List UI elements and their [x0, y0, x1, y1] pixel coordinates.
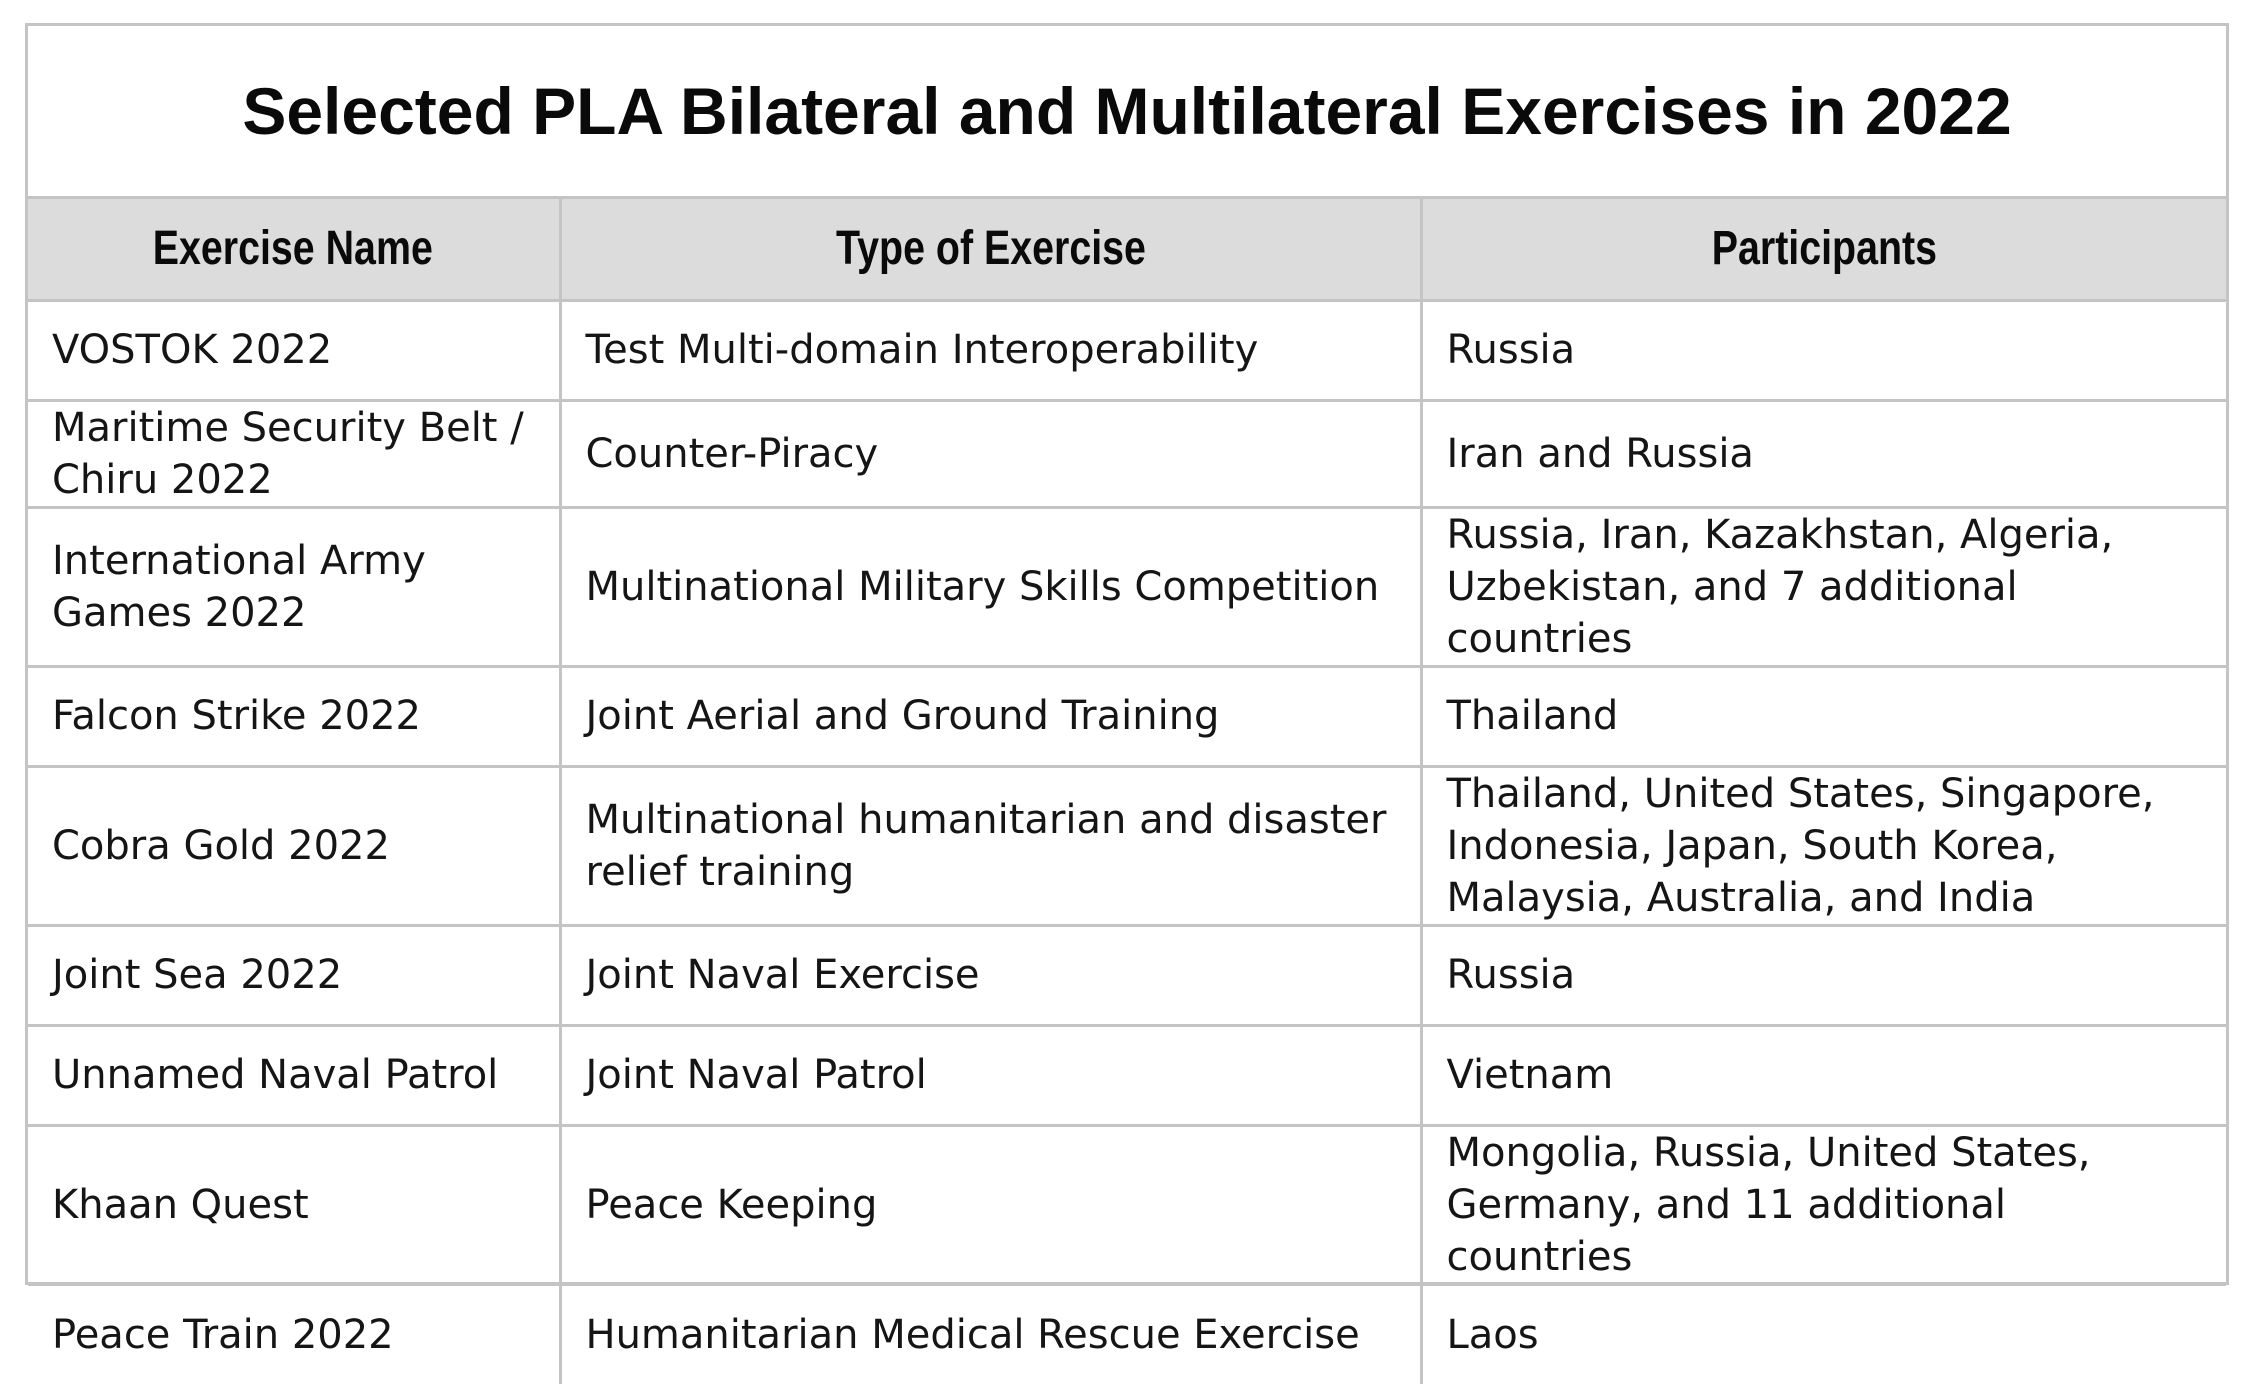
- table-row: [28, 925, 2226, 1025]
- cell-exercise-name: Khaan Quest: [28, 1125, 560, 1284]
- table-row: [28, 666, 2226, 766]
- cell-exercise-type: Counter-Piracy: [560, 400, 1421, 507]
- cell-exercise-type: Test Multi-domain Interoperability: [560, 300, 1421, 400]
- cell-exercise-name: Falcon Strike 2022: [28, 666, 560, 766]
- table-row: [28, 507, 2226, 666]
- cell-exercise-type: Joint Naval Exercise: [560, 925, 1421, 1025]
- cell-exercise-name: Maritime Security Belt / Chiru 2022: [28, 400, 560, 507]
- header-row: [28, 199, 2226, 300]
- cell-exercise-type: Multinational humanitarian and disaster relief training: [560, 766, 1421, 925]
- cell-exercise-type: Humanitarian Medical Rescue Exercise: [560, 1284, 1421, 1384]
- cell-exercise-name: Peace Train 2022: [28, 1284, 560, 1384]
- cell-exercise-name: Joint Sea 2022: [28, 925, 560, 1025]
- cell-exercise-type: Peace Keeping: [560, 1125, 1421, 1284]
- cell-participants: Russia, Iran, Kazakhstan, Algeria, Uzbekistan, and 7 additional countries: [1421, 507, 2226, 666]
- cell-participants: Iran and Russia: [1421, 400, 2226, 507]
- cell-exercise-name: Cobra Gold 2022: [28, 766, 560, 925]
- table-row: [28, 400, 2226, 507]
- cell-exercise-type: Joint Aerial and Ground Training: [560, 666, 1421, 766]
- table-row: [28, 1284, 2226, 1384]
- exercises-table: [28, 199, 2226, 1384]
- table-row: [28, 1025, 2226, 1125]
- table-row: [28, 300, 2226, 400]
- column-header-participants: Participants: [1421, 199, 2226, 300]
- cell-participants: Laos: [1446, 1311, 1539, 1358]
- cell-participants: Russia: [1421, 300, 2226, 400]
- table-row: [28, 766, 2226, 925]
- cell-exercise-name: International Army Games 2022: [28, 507, 560, 666]
- cell-participants: Vietnam: [1421, 1025, 2226, 1125]
- column-header-type-of-exercise: Type of Exercise: [560, 199, 1421, 300]
- cell-exercise-name: Unnamed Naval Patrol: [28, 1025, 560, 1125]
- cell-exercise-name: VOSTOK 2022: [28, 300, 560, 400]
- cell-participants: Russia: [1421, 925, 2226, 1025]
- table-title: Selected PLA Bilateral and Multilateral Exercises in 2022: [242, 74, 2012, 148]
- cell-participants: Thailand: [1421, 666, 2226, 766]
- cell-exercise-type: Multinational Military Skills Competition: [560, 507, 1421, 666]
- exercise-table-frame: [25, 23, 2229, 1358]
- table-row: [28, 1125, 2226, 1284]
- cell-participants: Mongolia, Russia, United States, Germany, and 11 additional countries: [1421, 1125, 2226, 1284]
- cell-exercise-type: Joint Naval Patrol: [560, 1025, 1421, 1125]
- cell-participants: Thailand, United States, Singapore, Indonesia, Japan, South Korea, Malaysia, Australia, and India: [1421, 766, 2226, 925]
- table-title-bar: [28, 26, 2226, 199]
- column-header-exercise-name: Exercise Name: [28, 199, 560, 300]
